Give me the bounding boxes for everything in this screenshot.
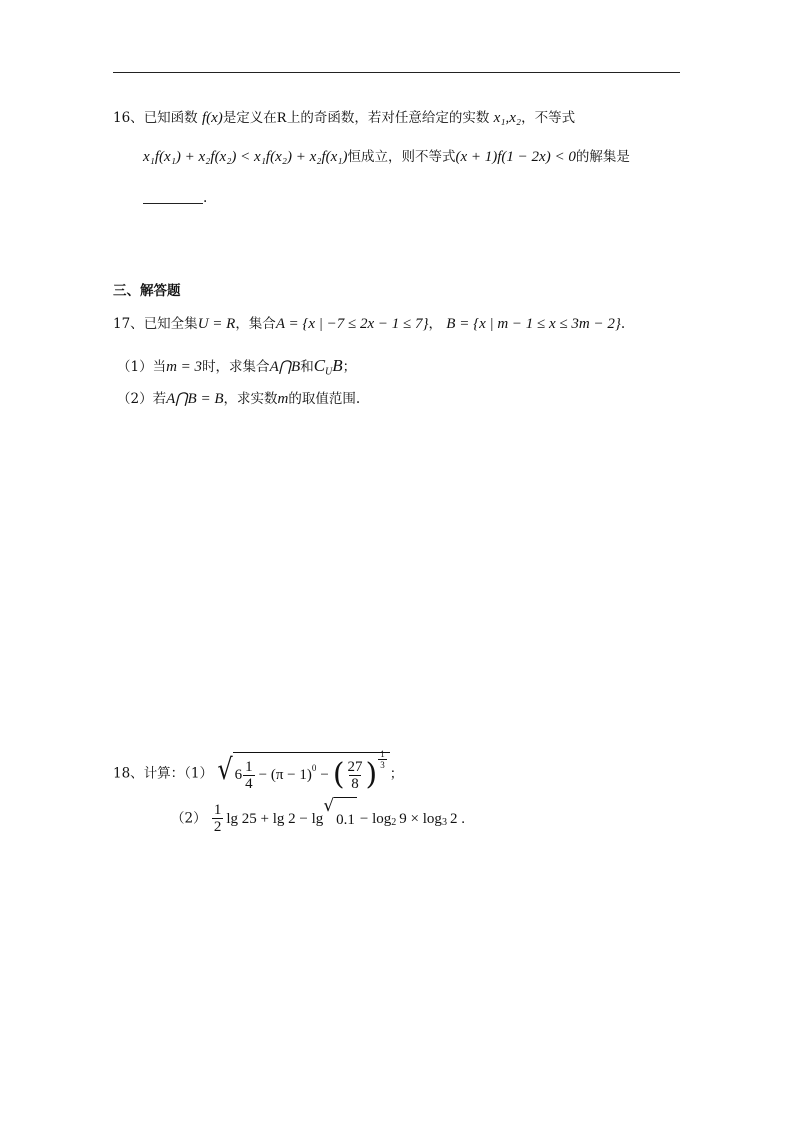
q16-vars: x₁,x₂	[493, 110, 522, 126]
q16-inequality2: (x + 1)f(1 − 2x) < 0	[455, 149, 576, 165]
q16-number: 16、	[113, 110, 144, 126]
q18-expression1: √ 6 $\frac{1}{4}$ − (π − 1) $^0$ − ( $\frac{27}{8}$ ) $\frac{1}{3}$ ；	[217, 752, 403, 795]
q16-fx: f(x)	[201, 110, 223, 126]
q17-universe: U = R	[197, 316, 236, 332]
q17-set-a: A = {x | −7 ≤ 2x − 1 ≤ 7}	[275, 316, 429, 332]
header-rule	[113, 72, 680, 73]
q16-line1: 16、已知函数 f(x)是定义在R上的奇函数，若对任意给定的实数 x₁,x₂，不等式	[113, 110, 576, 126]
q17-part1: （1）当m = 3时，求集合A⋂B和$C_UB$；	[117, 356, 357, 378]
q17-line1: 17、已知全集U = R，集合A = {x | −7 ≤ 2x − 1 ≤ 7}， B = {x | m − 1 ≤ x ≤ 3m − 2}.	[113, 316, 626, 332]
answer-blank	[143, 193, 203, 204]
section-title: 三、解答题	[113, 283, 181, 299]
sqrt-expression: √ 6 $\frac{1}{4}$ − (π − 1) $^0$ − ( $\frac{27}{8}$ ) $\frac{1}{3}$	[217, 752, 389, 795]
q16-inequality: x₁f(x₁) + x₂f(x₂) < x₁f(x₂) + x₂f(x₁)	[143, 149, 348, 165]
q18-line2: （2） $\frac{1}{2}$ lg 25 + lg 2 − lg √ 0.1 − log $_2$ 9 × log $_3$ 2 .	[171, 797, 465, 840]
q18-expression2: $\frac{1}{2}$ lg 25 + lg 2 − lg √ 0.1 − log $_2$ 9 × log $_3$ 2 .	[211, 797, 465, 840]
q17-part2: （2）若A⋂B = B，求实数m的取值范围.	[117, 391, 361, 407]
q16-line3: .	[143, 188, 207, 208]
q18-line1: 18、计算：（1） √ 6 $\frac{1}{4}$ − (π − 1) $^0$ − ( $\frac{27}{8}$ ) $\frac{1}{3}$ ；	[113, 752, 403, 795]
q18-number: 18、	[113, 765, 144, 782]
q17-number: 17、	[113, 316, 144, 332]
q16-line2: x₁f(x₁) + x₂f(x₂) < x₁f(x₂) + x₂f(x₁)恒成立，则不等式(x + 1)f(1 − 2x) < 0的解集是	[143, 149, 630, 165]
q17-set-b: B = {x | m − 1 ≤ x ≤ 3m − 2}	[446, 316, 621, 332]
